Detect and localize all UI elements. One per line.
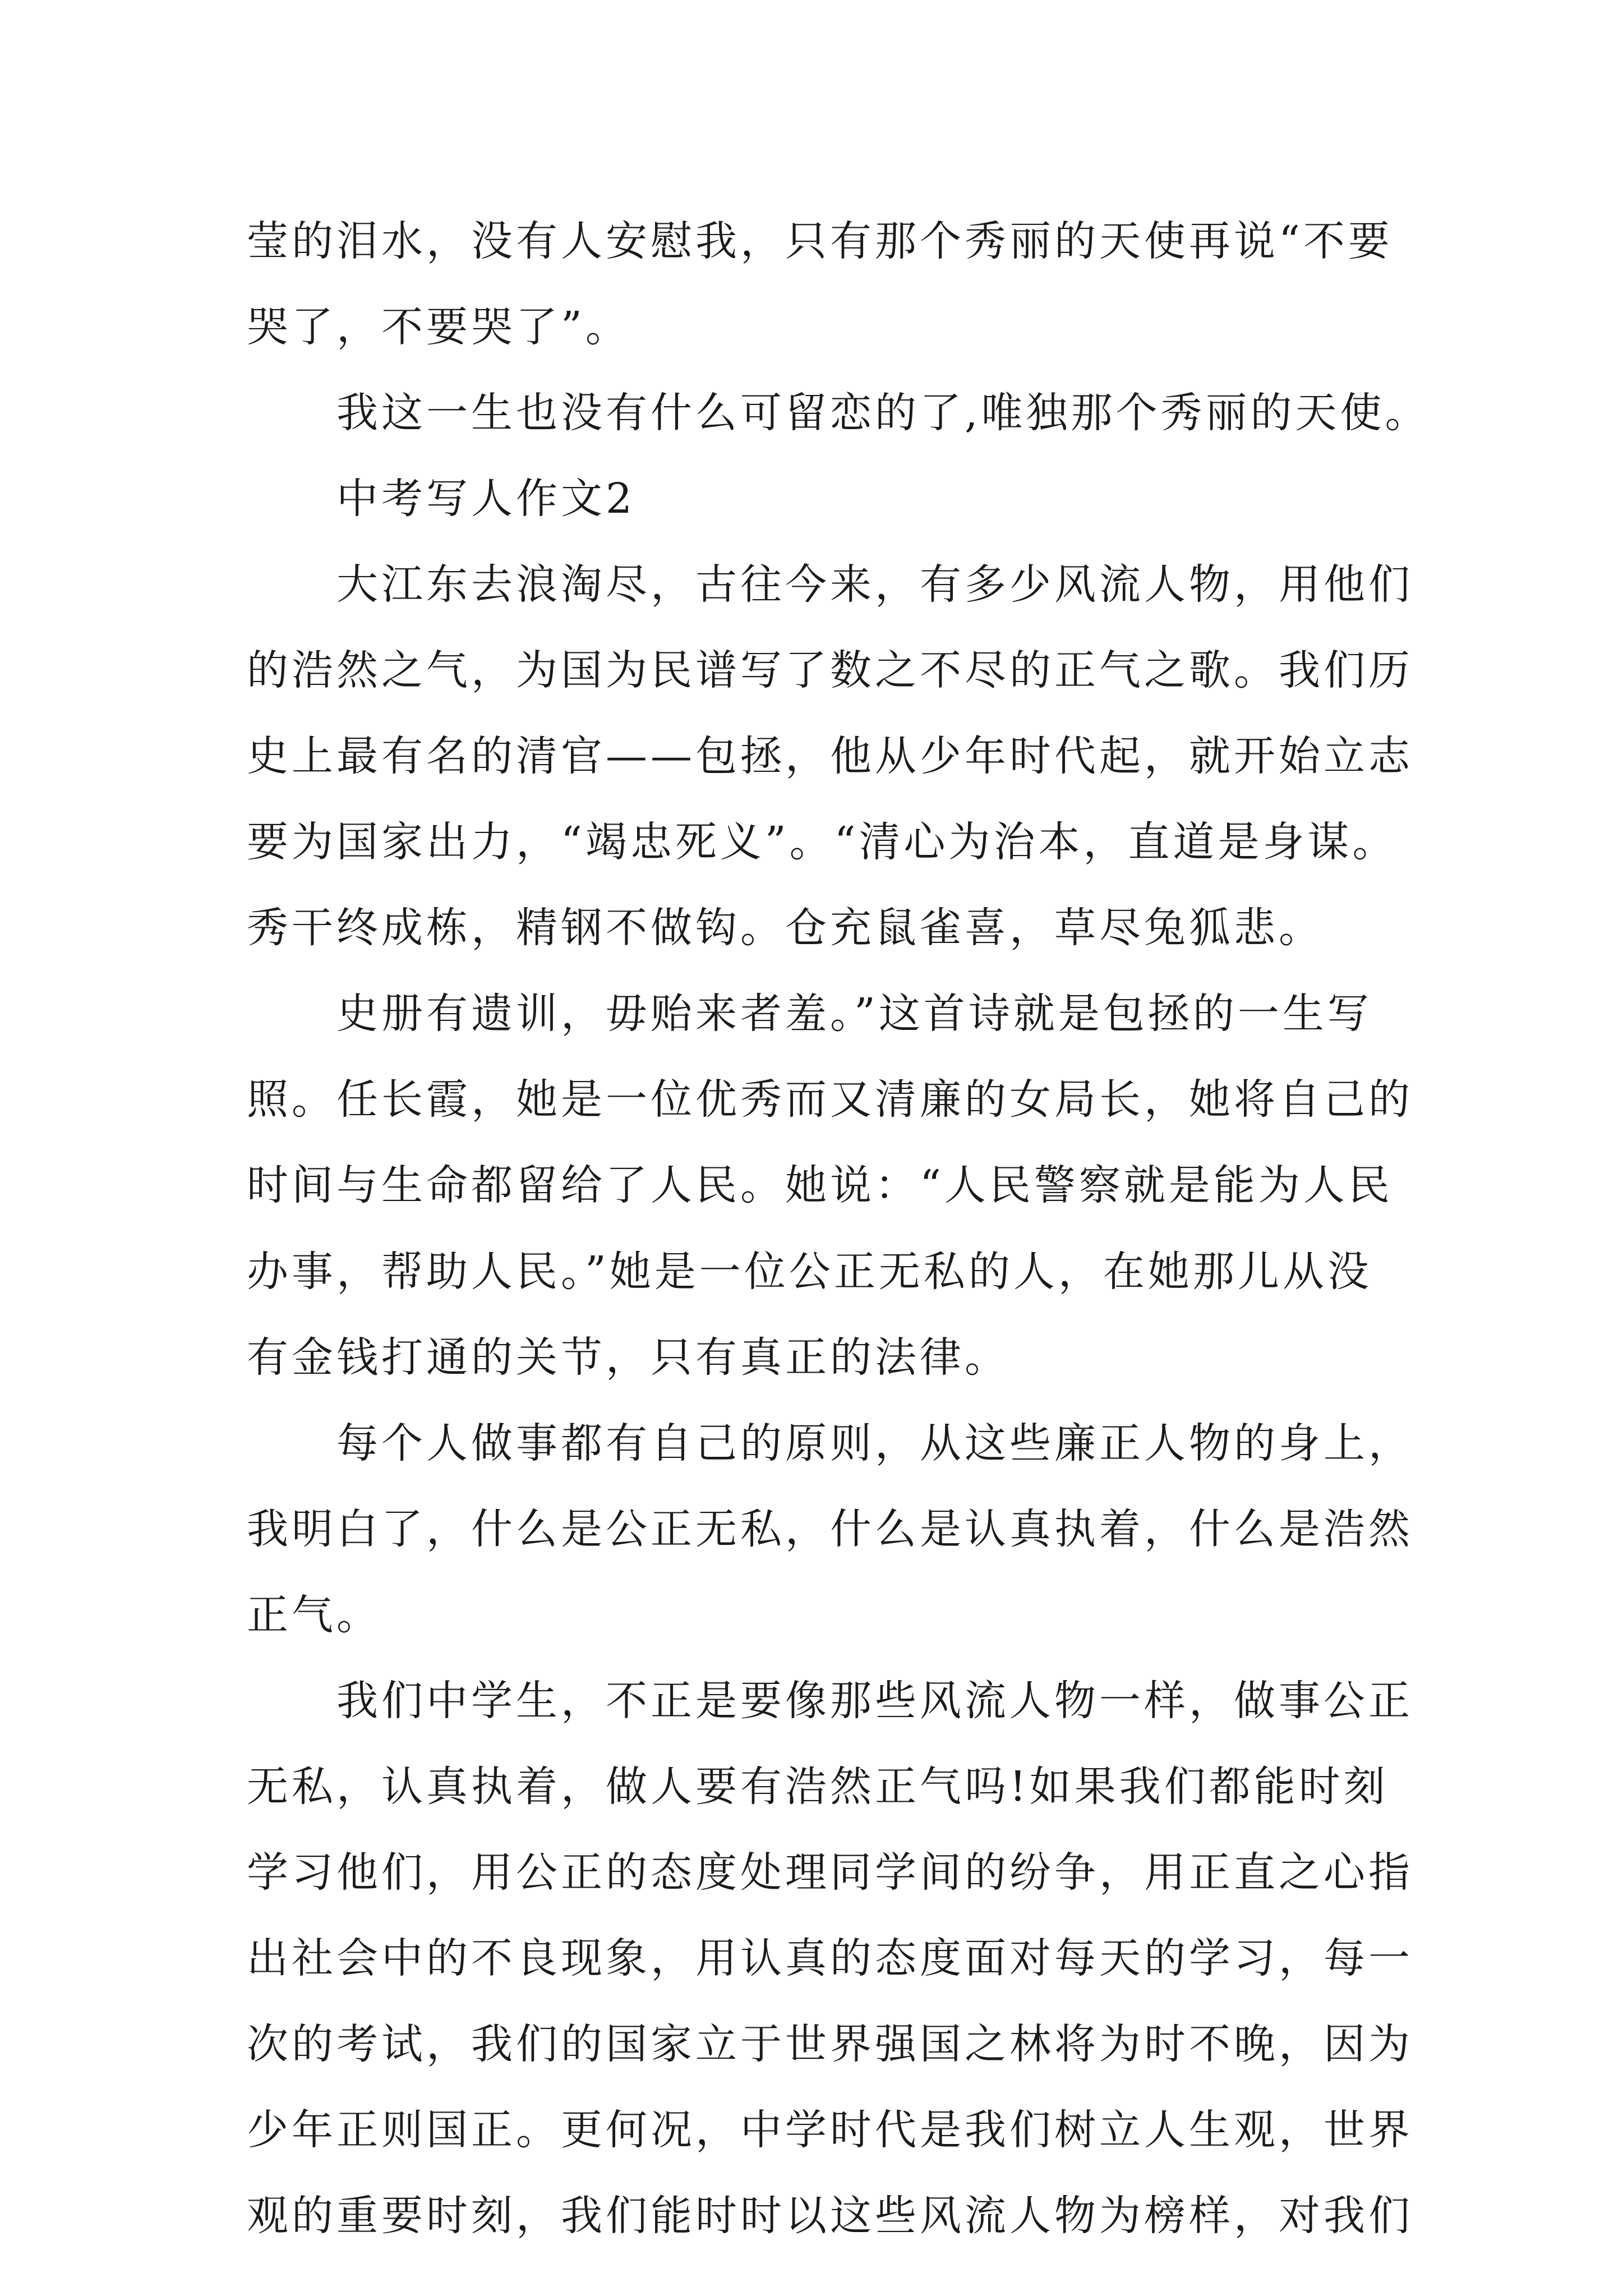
- text-line: 史上最有名的清官——包拯，他从少年时代起，就开始立志: [247, 732, 1413, 780]
- text-line: 哭了，不要哭了”。: [247, 303, 630, 351]
- text-line: 我们中学生，不正是要像那些风流人物一样，做事公正: [247, 1677, 1413, 1725]
- text-line: 正气。: [247, 1591, 381, 1639]
- text-line: 少年正则国正。更何况，中学时代是我们树立人生观，世界: [247, 2106, 1413, 2154]
- text-line: 出社会中的不良现象，用认真的态度面对每天的学习，每一: [247, 1934, 1413, 1982]
- text-line: 照。任长霞，她是一位优秀而又清廉的女局长，她将自己的: [247, 1075, 1413, 1124]
- text-line: 学习他们，用公正的态度处理同学间的纷争，用正直之心指: [247, 1848, 1413, 1897]
- text-line: 秀干终成栋，精钢不做钩。仓充鼠雀喜，草尽兔狐悲。: [247, 904, 1324, 952]
- text-line: 莹的泪水，没有人安慰我，只有那个秀丽的天使再说“不要: [247, 217, 1393, 265]
- text-line: 时间与生命都留给了人民。她说：“人民警察就是能为人民: [247, 1161, 1393, 1209]
- text-line: 的浩然之气，为国为民谱写了数之不尽的正气之歌。我们历: [247, 646, 1413, 694]
- text-line: 大江东去浪淘尽，古往今来，有多少风流人物，用他们: [247, 560, 1413, 609]
- text-line: 有金钱打通的关节，只有真正的法律。: [247, 1333, 1009, 1382]
- text-line: 次的考试，我们的国家立于世界强国之林将为时不晚，因为: [247, 2020, 1413, 2068]
- text-line: 每个人做事都有自己的原则，从这些廉正人物的身上，: [247, 1419, 1413, 1467]
- text-line: 观的重要时刻，我们能时时以这些风流人物为榜样，对我们: [247, 2192, 1413, 2240]
- section-heading: 中考写人作文2: [247, 475, 636, 523]
- text-line: 无私，认真执着，做人要有浩然正气吗!如果我们都能时刻: [247, 1763, 1389, 1811]
- text-line: 要为国家出力，“竭忠死义”。“清心为治本，直道是身谋。: [247, 818, 1398, 866]
- text-line: 史册有遗训，毋贻来者羞。”这首诗就是包拯的一生写: [247, 990, 1372, 1038]
- text-line: 我明白了，什么是公正无私，什么是认真执着，什么是浩然: [247, 1505, 1413, 1553]
- text-line: 办事，帮助人民。”她是一位公正无私的人，在她那儿从没: [247, 1248, 1372, 1296]
- text-line: 我这一生也没有什么可留恋的了,唯独那个秀丽的天使。: [247, 389, 1430, 437]
